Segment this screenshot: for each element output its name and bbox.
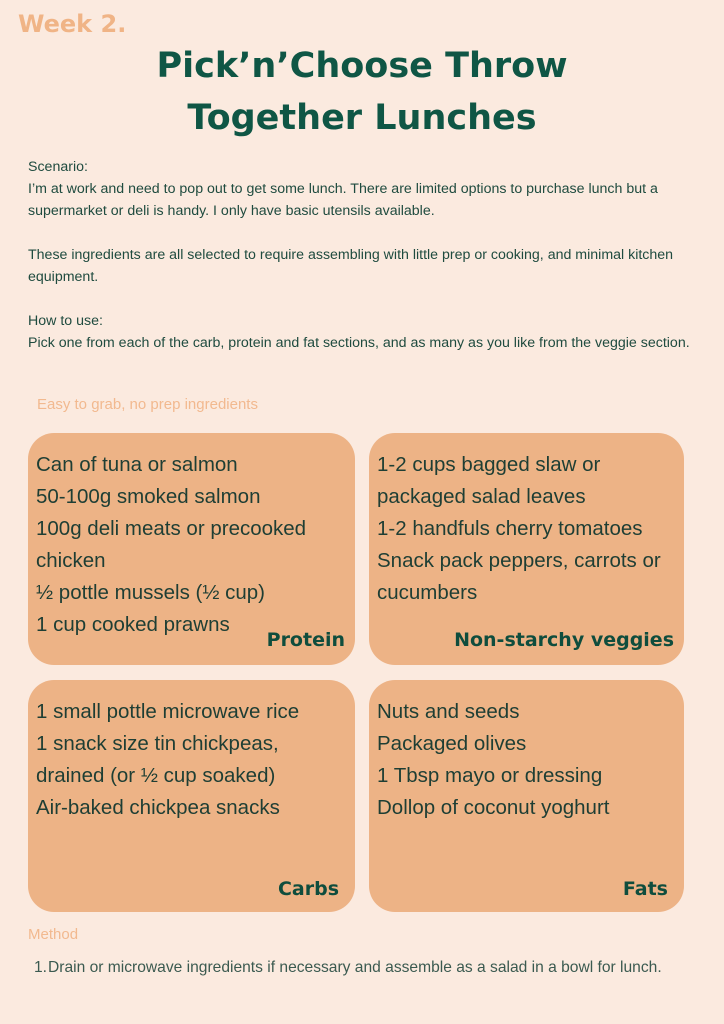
list-item: 1-2 cups bagged slaw or packaged salad leaves [377, 453, 601, 508]
how-to-use-text: Pick one from each of the carb, protein and fat sections, and as many as you like from the veggie section. [28, 335, 690, 351]
carbs-card [28, 680, 355, 912]
list-item: 1 small pottle microwave rice [36, 700, 300, 723]
veggies-card-label: Non-starchy veggies [454, 629, 674, 651]
list-item: Packaged olives [377, 732, 527, 755]
list-item: 50-100g smoked salmon [36, 485, 261, 508]
list-item: 1 cup cooked prawns [36, 613, 230, 636]
scenario-label: Scenario: [28, 159, 88, 175]
how-to-use-label: How to use: [28, 313, 103, 329]
carbs-card-label: Carbs [277, 878, 339, 900]
method-step [30, 956, 700, 980]
protein-card [28, 433, 355, 665]
list-item: Snack pack peppers, carrots or cucumbers [377, 549, 661, 604]
list-item: 100g deli meats or precooked chicken [36, 517, 307, 572]
method-heading: Method [28, 926, 79, 943]
fats-card [369, 680, 684, 912]
title-line-1: Pick’n’Choose Throw [156, 46, 568, 86]
list-item: Dollop of coconut yoghurt [377, 796, 610, 819]
list-item: Air-baked chickpea snacks [36, 796, 280, 819]
ingredients-note: These ingredients are all selected to require assembling with little prep or cooking, and minimal kitchen equipment. [28, 247, 674, 285]
week-label: Week 2. [18, 10, 127, 38]
step-number: 1. [33, 959, 47, 976]
protein-card-label: Protein [266, 629, 345, 651]
list-item: Nuts and seeds [377, 700, 520, 723]
page-title [0, 40, 724, 144]
veggies-card [369, 433, 684, 665]
method-steps [30, 956, 700, 980]
scenario-text: I’m at work and need to pop out to get some lunch. There are limited options to purchase lunch but a supermarket or deli is handy. I only have basic utensils available. [28, 181, 658, 219]
ingredients-subheading: Easy to grab, no prep ingredients [37, 396, 258, 413]
title-line-2: Together Lunches [187, 98, 537, 138]
list-item: 1-2 handfuls cherry tomatoes [377, 517, 643, 540]
fats-card-label: Fats [622, 878, 668, 900]
list-item: ½ pottle mussels (½ cup) [36, 581, 266, 604]
list-item: Can of tuna or salmon [36, 453, 238, 476]
step-text: Drain or microwave ingredients if necessary and assemble as a salad in a bowl for lunch. [48, 959, 662, 976]
intro-text [28, 156, 698, 354]
list-item: 1 snack size tin chickpeas, drained (or ½ cup soaked) [36, 732, 279, 787]
list-item: 1 Tbsp mayo or dressing [377, 764, 603, 787]
